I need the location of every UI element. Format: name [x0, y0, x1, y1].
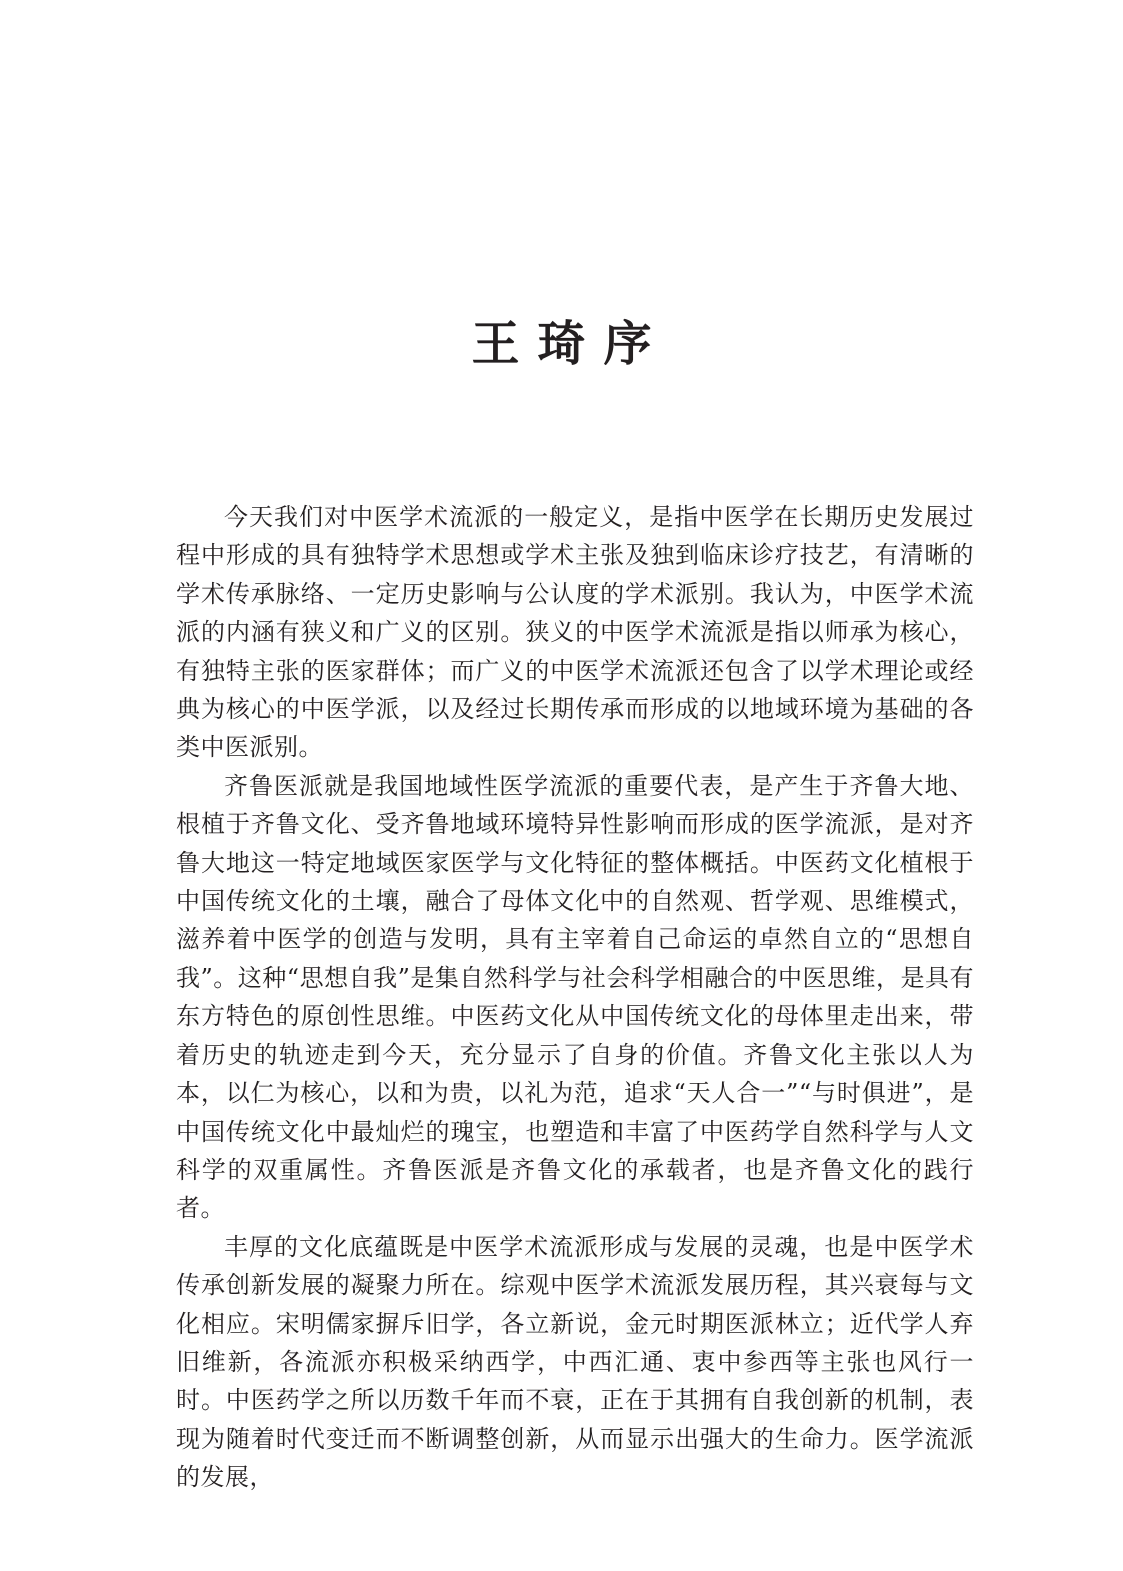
paragraph-3: 丰厚的文化底蕴既是中医学术流派形成与发展的灵魂，也是中医学术传承创新发展的凝聚力所在。综观中医学术流派发展历程，其兴衰每与文化相应。宋明儒家摒斥旧学，各立新说，金元时期医派林立；近代学人弃旧维新，各流派亦积极采纳西学，中西汇通、衷中参西等主张也风行一时。中医药学之所以历数千年而不衰，正在于其拥有自我创新的机制，表现为随着时代变迁而不断调整创新，从而显示出强大的生命力。医学流派的发展， — [176, 1232, 974, 1492]
paragraph-1: 今天我们对中医学术流派的一般定义，是指中医学在长期历史发展过程中形成的具有独特学术思想或学术主张及独到临床诊疗技艺，有清晰的学术传承脉络、一定历史影响与公认度的学术派别。我认为，中医学术流派的内涵有狭义和广义的区别。狭义的中医学术流派是指以师承为核心，有独特主张的医家群体；而广义的中医学术流派还包含了以学术理论或经典为核心的中医学派，以及经过长期传承而形成的以地域环境为基础的各类中医派别。 — [176, 503, 974, 762]
body-text — [176, 498, 974, 1497]
page-title: 王琦序 — [471, 316, 670, 372]
paragraph-2: 齐鲁医派就是我国地域性医学流派的重要代表，是产生于齐鲁大地、根植于齐鲁文化、受齐鲁地域环境特异性影响而形成的医学流派，是对齐鲁大地这一特定地域医家医学与文化特征的整体概括。中医药文化植根于中国传统文化的土壤，融合了母体文化中的自然观、哲学观、思维模式，滋养着中医学的创造与发明，具有主宰着自己命运的卓然自立的“思想自我”。这种“思想自我”是集自然科学与社会科学相融合的中医思维，是具有东方特色的原创性思维。中医药文化从中国传统文化的母体里走出来，带着历史的轨迹走到今天，充分显示了自身的价值。齐鲁文化主张以人为本，以仁为核心，以和为贵，以礼为范，追求“天人合一”“与时俱进”，是中国传统文化中最灿烂的瑰宝，也塑造和丰富了中医药学自然科学与人文科学的双重属性。齐鲁医派是齐鲁文化的承载者，也是齐鲁文化的践行者。 — [176, 771, 974, 1223]
